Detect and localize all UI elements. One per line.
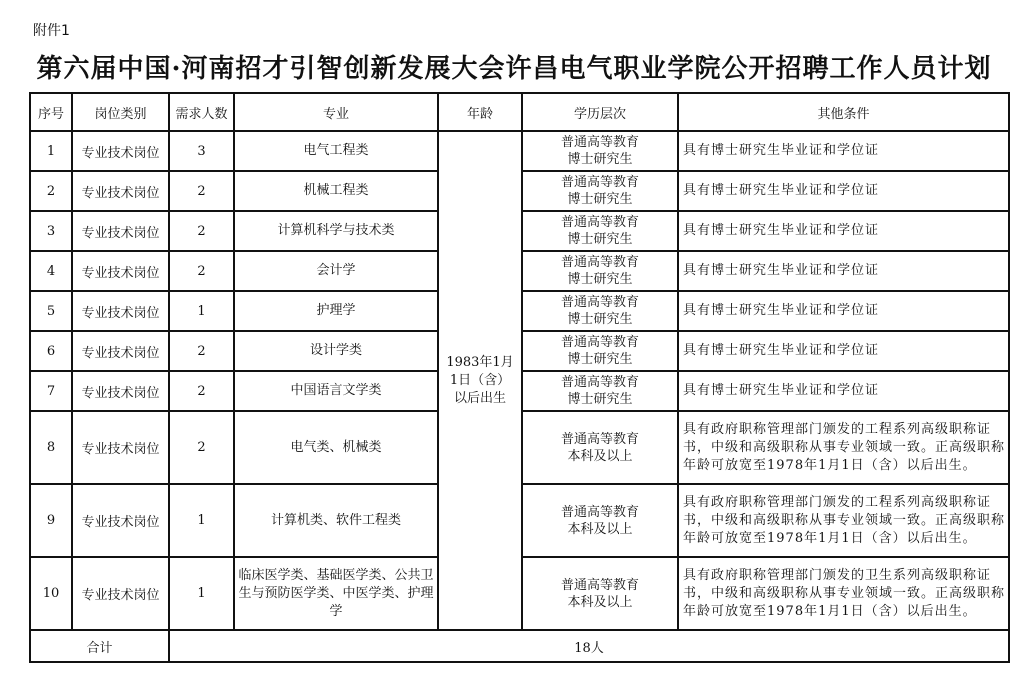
row-major: 计算机科学与技术类 (234, 211, 438, 251)
row-count: 2 (169, 411, 234, 484)
row-type: 专业技术岗位 (72, 331, 169, 371)
recruitment-plan-table (29, 92, 1010, 663)
row-no: 7 (30, 371, 72, 411)
education-level: 博士研究生 (567, 192, 633, 207)
education-level: 本科及以上 (567, 448, 633, 464)
row-major: 计算机类、软件工程类 (234, 484, 438, 557)
row-education (522, 484, 678, 557)
page-title: 第六届中国·河南招才引智创新发展大会许昌电气职业学院公开招聘工作人员计划 (36, 54, 992, 84)
row-no: 8 (30, 411, 72, 484)
row-type: 专业技术岗位 (72, 211, 169, 251)
row-education (522, 251, 678, 291)
row-other-conditions: 具有博士研究生毕业证和学位证 (678, 331, 1009, 371)
row-no: 2 (30, 171, 72, 211)
row-type: 专业技术岗位 (72, 371, 169, 411)
education-level: 博士研究生 (567, 152, 633, 167)
header-no: 序号 (30, 93, 72, 131)
row-major: 电气类、机械类 (234, 411, 438, 484)
row-education (522, 131, 678, 171)
education-type: 普通高等教育 (560, 431, 639, 447)
header-other: 其他条件 (678, 93, 1009, 131)
row-count: 2 (169, 371, 234, 411)
row-other-conditions: 具有博士研究生毕业证和学位证 (678, 291, 1009, 331)
education-type: 普通高等教育 (560, 255, 639, 270)
row-type: 专业技术岗位 (72, 131, 169, 171)
header-major: 专业 (234, 93, 438, 131)
row-other-conditions: 具有博士研究生毕业证和学位证 (678, 171, 1009, 211)
row-count: 2 (169, 211, 234, 251)
row-type: 专业技术岗位 (72, 557, 169, 630)
row-other-conditions: 具有博士研究生毕业证和学位证 (678, 131, 1009, 171)
row-count: 3 (169, 131, 234, 171)
row-other-conditions: 具有政府职称管理部门颁发的工程系列高级职称证书，中级和高级职称从事专业领域一致。正高级职称年龄可放宽至1978年1月1日（含）以后出生。 (678, 411, 1009, 484)
row-no: 6 (30, 331, 72, 371)
attachment-label: 附件1 (33, 23, 70, 39)
header-type: 岗位类别 (72, 93, 169, 131)
row-major: 电气工程类 (234, 131, 438, 171)
row-type: 专业技术岗位 (72, 291, 169, 331)
education-level: 本科及以上 (567, 521, 633, 537)
table-header-row (30, 93, 1009, 131)
education-type: 普通高等教育 (560, 504, 639, 520)
row-major: 临床医学类、基础医学类、公共卫生与预防医学类、中医学类、护理学 (234, 557, 438, 630)
education-level: 博士研究生 (567, 352, 633, 367)
row-education (522, 411, 678, 484)
age-requirement: 1983年1月1日（含）以后出生 (438, 131, 522, 630)
row-type: 专业技术岗位 (72, 411, 169, 484)
header-education: 学历层次 (522, 93, 678, 131)
row-other-conditions: 具有政府职称管理部门颁发的工程系列高级职称证书，中级和高级职称从事专业领域一致。正高级职称年龄可放宽至1978年1月1日（含）以后出生。 (678, 484, 1009, 557)
row-major: 中国语言文学类 (234, 371, 438, 411)
row-other-conditions: 具有博士研究生毕业证和学位证 (678, 251, 1009, 291)
row-education (522, 557, 678, 630)
row-no: 9 (30, 484, 72, 557)
row-major: 机械工程类 (234, 171, 438, 211)
total-row (30, 630, 1009, 662)
header-count: 需求人数 (169, 93, 234, 131)
education-type: 普通高等教育 (560, 335, 639, 350)
row-type: 专业技术岗位 (72, 251, 169, 291)
row-other-conditions: 具有博士研究生毕业证和学位证 (678, 371, 1009, 411)
row-education (522, 291, 678, 331)
total-label: 合计 (30, 630, 169, 662)
education-type: 普通高等教育 (560, 215, 639, 230)
row-count: 2 (169, 331, 234, 371)
row-education (522, 211, 678, 251)
education-type: 普通高等教育 (560, 375, 639, 390)
row-education (522, 331, 678, 371)
row-no: 1 (30, 131, 72, 171)
education-type: 普通高等教育 (560, 295, 639, 310)
education-type: 普通高等教育 (560, 135, 639, 150)
row-no: 4 (30, 251, 72, 291)
row-major: 护理学 (234, 291, 438, 331)
row-count: 2 (169, 171, 234, 211)
education-level: 博士研究生 (567, 312, 633, 327)
row-count: 1 (169, 291, 234, 331)
education-level: 博士研究生 (567, 232, 633, 247)
row-type: 专业技术岗位 (72, 171, 169, 211)
education-level: 本科及以上 (567, 594, 633, 610)
row-education (522, 171, 678, 211)
row-education (522, 371, 678, 411)
row-major: 设计学类 (234, 331, 438, 371)
row-other-conditions: 具有政府职称管理部门颁发的卫生系列高级职称证书，中级和高级职称从事专业领域一致。正高级职称年龄可放宽至1978年1月1日（含）以后出生。 (678, 557, 1009, 630)
total-value: 18人 (169, 630, 1009, 662)
education-type: 普通高等教育 (560, 175, 639, 190)
row-type: 专业技术岗位 (72, 484, 169, 557)
row-other-conditions: 具有博士研究生毕业证和学位证 (678, 211, 1009, 251)
education-level: 博士研究生 (567, 392, 633, 407)
table-row (30, 131, 1009, 171)
row-major: 会计学 (234, 251, 438, 291)
row-no: 5 (30, 291, 72, 331)
row-count: 1 (169, 484, 234, 557)
row-no: 10 (30, 557, 72, 630)
row-count: 1 (169, 557, 234, 630)
row-no: 3 (30, 211, 72, 251)
header-age: 年龄 (438, 93, 522, 131)
row-count: 2 (169, 251, 234, 291)
education-level: 博士研究生 (567, 272, 633, 287)
education-type: 普通高等教育 (560, 577, 639, 593)
